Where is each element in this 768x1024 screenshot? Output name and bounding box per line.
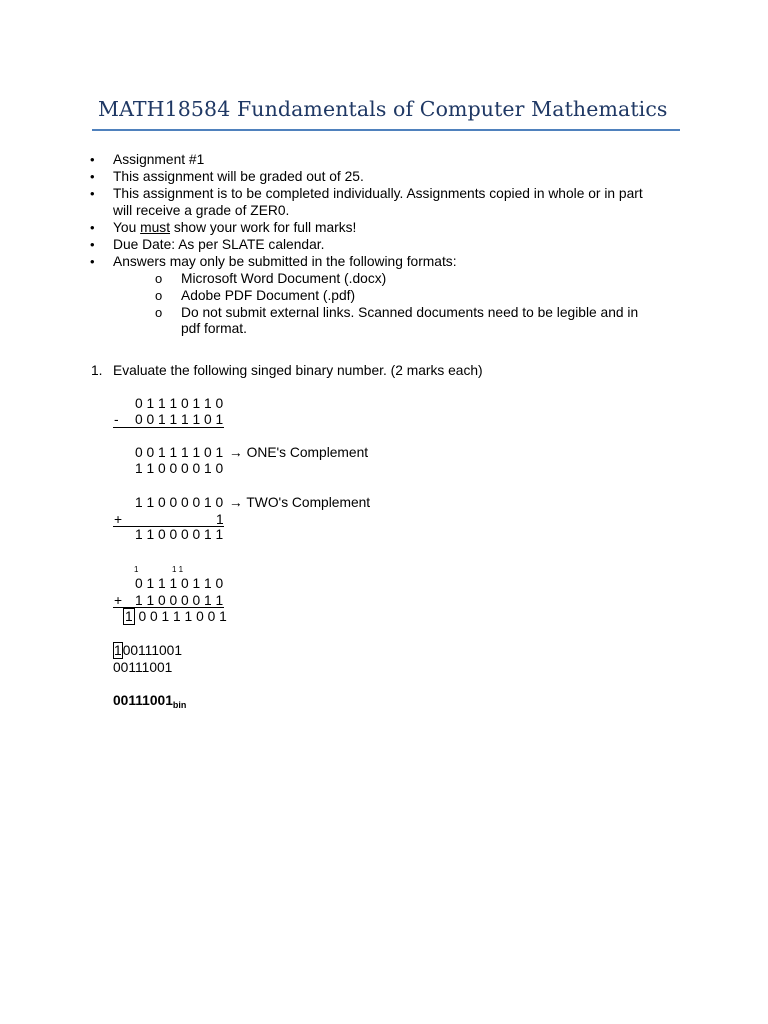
ones-complement-label: → ONE's Complement (229, 445, 369, 460)
list-item: This assignment is to be completed individually. Assignments copied in whole or in part (113, 186, 643, 201)
plus-sign: + (114, 593, 123, 608)
bullet-dot: • (90, 186, 95, 201)
bullet-dot: • (90, 220, 95, 235)
twos-complement-label: → TWO's Complement (229, 495, 371, 510)
sub-bullet-dot: o (155, 288, 163, 303)
page-title: MATH18584 Fundamentals of Computer Mathematics (98, 97, 668, 121)
bullet-dot: • (90, 237, 95, 252)
carry-mark: 1 (134, 565, 139, 574)
list-item-continuation: will receive a grade of ZER0. (113, 203, 290, 218)
overflow-bit-box: 1 (114, 643, 122, 658)
final-answer (113, 692, 186, 714)
minus-sign: - (114, 412, 119, 427)
format-item: Microsoft Word Document (.docx) (181, 271, 387, 286)
ones-complement-result: 1 1 0 0 0 0 1 0 (135, 461, 224, 476)
title-underline (92, 129, 680, 131)
list-item-part: You (113, 220, 141, 235)
carry-mark: 1 1 (172, 565, 184, 574)
list-item: Assignment #1 (113, 152, 205, 167)
list-item: Due Date: As per SLATE calendar. (113, 237, 325, 252)
sum-result-bits: 0 0 1 1 1 0 0 1 (138, 609, 227, 624)
underlined-word: must (140, 220, 171, 235)
final-bits: 00111001 (122, 643, 183, 658)
final-with-overflow (113, 642, 182, 659)
add-one: 1 (216, 512, 224, 527)
operand-a: 0 1 1 1 0 1 1 0 (135, 396, 224, 411)
plus-sign: + (114, 512, 123, 527)
list-item: Answers may only be submitted in the following formats: (113, 254, 457, 269)
sub-bullet-dot: o (155, 305, 163, 320)
bullet-dot: • (90, 169, 95, 184)
answer-value: 00111001 (113, 693, 173, 708)
bullet-dot: • (90, 254, 95, 269)
format-item-continuation: pdf format. (181, 321, 247, 336)
overflow-bit-box: 1 (125, 609, 133, 624)
twos-complement-result: 1 1 0 0 0 0 1 1 (135, 527, 224, 542)
sub-bullet-dot: o (155, 271, 163, 286)
list-item: This assignment will be graded out of 25. (113, 169, 364, 184)
final-dropped-overflow: 00111001 (113, 660, 173, 675)
ones-complement-input: 0 0 1 1 1 1 0 1 (135, 445, 224, 460)
answer-base: bin (172, 700, 187, 710)
sum-operand-a: 0 1 1 1 0 1 1 0 (135, 576, 224, 591)
list-item-part: show your work for full marks! (170, 220, 357, 235)
sum-result (123, 608, 227, 625)
sum-operand-b: 1 1 0 0 0 0 1 1 (135, 593, 224, 608)
twos-complement-input: 1 1 0 0 0 0 1 0 (135, 495, 224, 510)
operand-b: 0 0 1 1 1 1 0 1 (135, 412, 224, 427)
sum-line (113, 427, 224, 428)
question-number: 1. (91, 363, 103, 378)
list-item (113, 219, 356, 236)
question-text: Evaluate the following singed binary number. (2 marks each) (113, 363, 483, 378)
format-item: Do not submit external links. Scanned documents need to be legible and in (181, 305, 639, 320)
format-item: Adobe PDF Document (.pdf) (181, 288, 356, 303)
bullet-dot: • (90, 152, 95, 167)
